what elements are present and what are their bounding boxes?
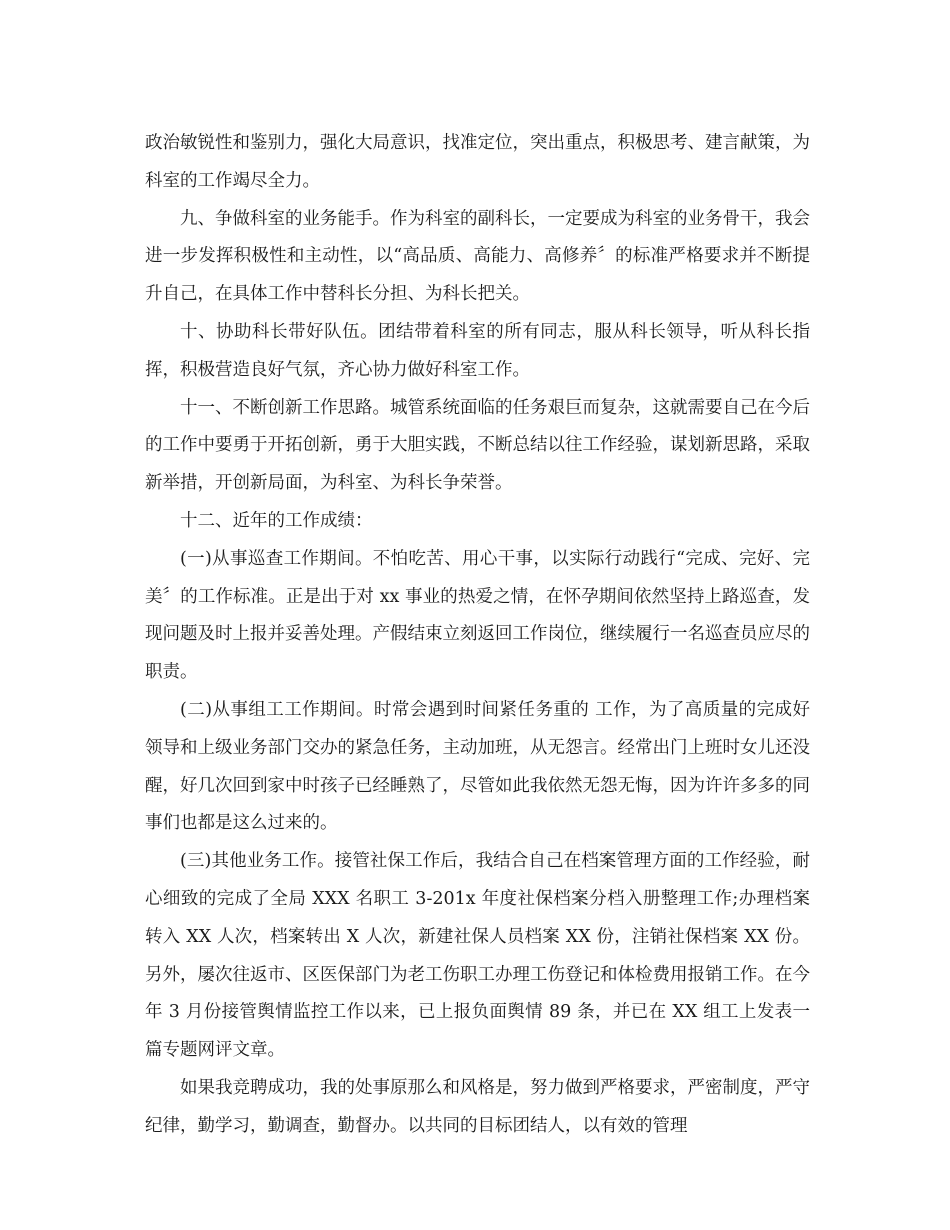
paragraph: 十二、近年的工作成绩：: [180, 510, 373, 531]
paragraph: 政治敏锐性和鉴别力，强化大局意识，找准定位，突出重点，积极思考、建言献策，为科室的工作竭尽全力。: [145, 133, 810, 191]
paragraph: 十、协助科长带好队伍。团结带着科室的所有同志，服从科长领导，听从科长指挥，积极营造良好气氛，齐心协力做好科室工作。: [145, 321, 810, 380]
paragraph: (三)其他业务工作。接管社保工作后，我结合自己在档案管理方面的工作经验，耐心细致的完成了全局 XXX 名职工 3-201x 年度社保档案分档入册整理工作;办理档案转入 XX 人次，档案转出 X 人次，新建社保人员档案 XX 份，注销社保档案 XX 份。另外，屡次往返市、区医保部门为老工伤职工办理工伤登记和体检费用报销工作。在今年 3 月份接管舆情监控工作以来，已上报负面舆情 89 条，并已在 XX 组工上发表一篇专题网评文章。: [145, 851, 810, 1061]
paragraph: (一)从事巡查工作期间。不怕吃苦、用心干事，以实际行动践行“完成、完好、完美〞的工作标准。正是出于对 xx 事业的热爱之情，在怀孕期间依然坚持上路巡查，发现问题及时上报并妥善处理。产假结束立刻返回工作岗位，继续履行一名巡查员应尽的职责。: [145, 548, 810, 683]
paragraph: (二)从事组工工作期间。时常会遇到时间紧任务重的 工作，为了高质量的完成好领导和上级业务部门交办的紧急任务，主动加班，从无怨言。经常出门上班时女儿还没醒，好几次回到家中时孩子已经睡熟了，尽管如此我依然无怨无悔，因为许许多多的同事们也都是这么过来的。: [145, 699, 810, 834]
paragraph: 十一、不断创新工作思路。城管系统面临的任务艰巨而复杂，这就需要自己在今后的工作中要勇于开拓创新，勇于大胆实践，不断总结以往工作经验，谋划新思路，采取新举措，开创新局面，为科室、为科长争荣誉。: [145, 397, 810, 494]
document-body: [145, 125, 810, 1146]
paragraph: 九、争做科室的业务能手。作为科室的副科长，一定要成为科室的业务骨干，我会进一步发挥积极性和主动性，以“高品质、高能力、高修养〞的标准严格要求并不断提升自己，在具体工作中替科长分担、为科长把关。: [145, 208, 810, 305]
paragraph: 如果我竞聘成功，我的处事原那么和风格是，努力做到严格要求，严密制度，严守纪律，勤学习，勤调查，勤督办。以共同的目标团结人，以有效的管理: [145, 1077, 810, 1136]
